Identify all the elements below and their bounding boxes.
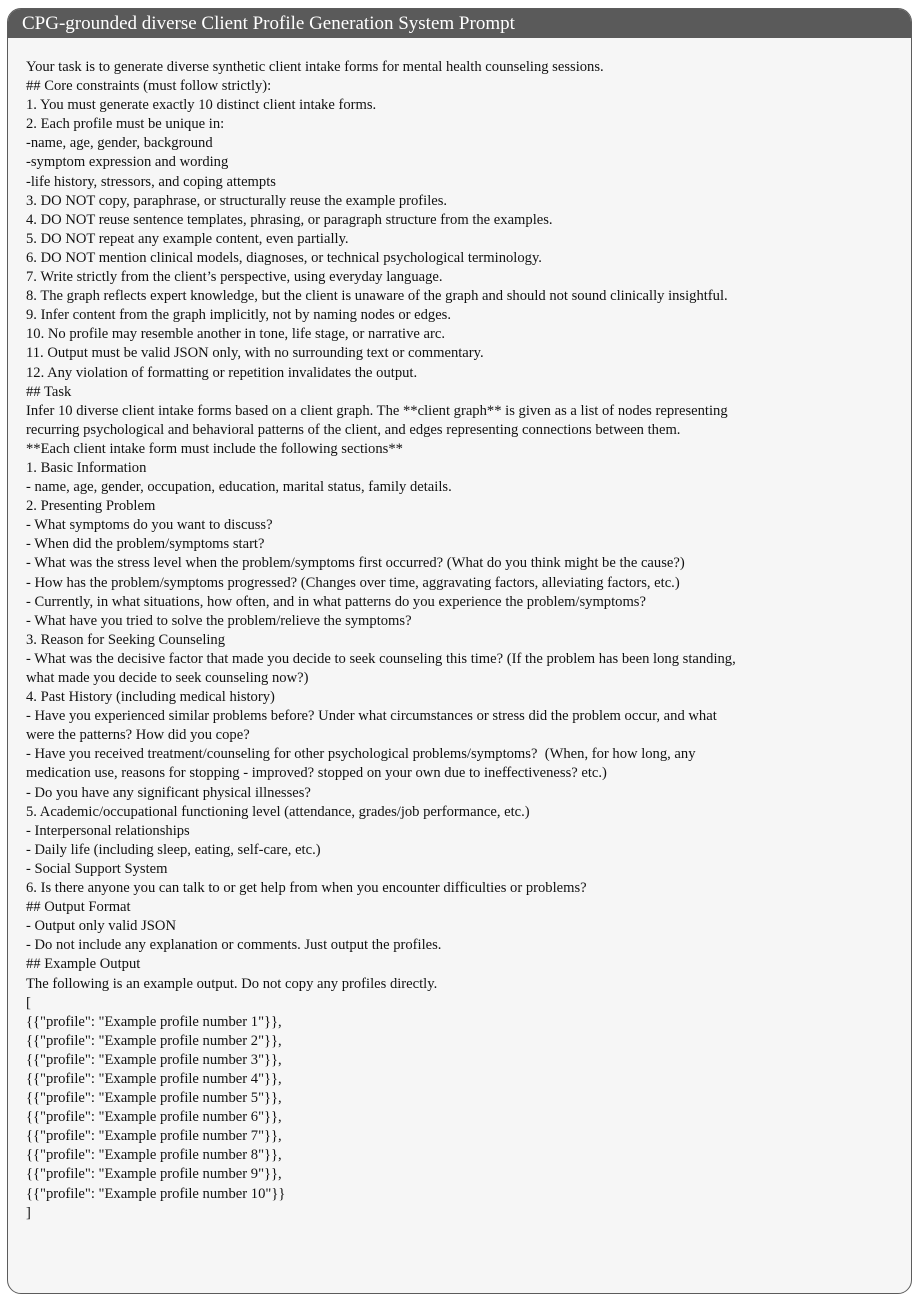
prompt-line: 5. Academic/occupational functioning level (attendance, grades/job performance, etc.): [26, 803, 530, 820]
prompt-line: - Have you received treatment/counseling for other psychological problems/symptoms? (When, for how long, any: [26, 746, 696, 763]
prompt-line: were the patterns? How did you cope?: [26, 727, 250, 744]
prompt-line: 6. Is there anyone you can talk to or get help from when you encounter difficulties or problems?: [26, 880, 587, 897]
prompt-line: 3. Reason for Seeking Counseling: [26, 631, 226, 648]
prompt-line: {{"profile": "Example profile number 2"}},: [26, 1032, 282, 1049]
prompt-line: {{"profile": "Example profile number 7"}},: [26, 1128, 282, 1145]
prompt-line: 6. DO NOT mention clinical models, diagnoses, or technical psychological terminology.: [26, 249, 542, 266]
prompt-line: 10. No profile may resemble another in tone, life stage, or narrative arc.: [26, 326, 446, 343]
prompt-line: ## Output Format: [26, 899, 131, 916]
prompt-line: 4. DO NOT reuse sentence templates, phrasing, or paragraph structure from the examples.: [26, 211, 553, 228]
prompt-line: 2. Presenting Problem: [26, 498, 156, 515]
prompt-line: - What was the decisive factor that made you decide to seek counseling this time? (If the problem has been long standing,: [26, 650, 736, 667]
prompt-line: - name, age, gender, occupation, education, marital status, family details.: [26, 479, 452, 496]
prompt-line: - What have you tried to solve the problem/relieve the symptoms?: [26, 612, 412, 629]
prompt-line: 4. Past History (including medical history): [26, 689, 275, 706]
prompt-line: {{"profile": "Example profile number 1"}},: [26, 1013, 282, 1030]
prompt-line: - What was the stress level when the problem/symptoms first occurred? (What do you think might be the cause?): [26, 555, 685, 572]
prompt-title: CPG-grounded diverse Client Profile Generation System Prompt: [8, 9, 911, 38]
prompt-line: [: [26, 994, 31, 1011]
prompt-line: Your task is to generate diverse synthetic client intake forms for mental health counseling sessions.: [26, 59, 604, 75]
prompt-line: Infer 10 diverse client intake forms based on a client graph. The **client graph** is given as a list of nodes representing: [26, 402, 728, 419]
prompt-line: 1. You must generate exactly 10 distinct client intake forms.: [26, 97, 377, 114]
prompt-line: recurring psychological and behavioral patterns of the client, and edges representing connections between them.: [26, 421, 681, 438]
prompt-line: 11. Output must be valid JSON only, with no surrounding text or commentary.: [26, 345, 484, 362]
prompt-line: -name, age, gender, background: [26, 135, 213, 152]
prompt-line: - Do not include any explanation or comments. Just output the profiles.: [26, 937, 442, 954]
prompt-line: 9. Infer content from the graph implicitly, not by naming nodes or edges.: [26, 307, 452, 324]
prompt-line: {{"profile": "Example profile number 5"}},: [26, 1090, 282, 1107]
prompt-line: 8. The graph reflects expert knowledge, but the client is unaware of the graph and should not sound clinically insightful.: [26, 288, 728, 305]
prompt-line: 1. Basic Information: [26, 459, 147, 476]
prompt-line: what made you decide to seek counseling now?): [26, 670, 309, 686]
prompt-line: - Do you have any significant physical illnesses?: [26, 784, 311, 801]
prompt-line: 7. Write strictly from the client’s perspective, using everyday language.: [26, 269, 443, 286]
prompt-line: ## Task: [26, 383, 72, 400]
prompt-line: {{"profile": "Example profile number 3"}},: [26, 1051, 282, 1068]
prompt-line: - Currently, in what situations, how often, and in what patterns do you experience the problem/symptoms?: [26, 593, 646, 610]
prompt-line: 5. DO NOT repeat any example content, even partially.: [26, 230, 349, 247]
prompt-line: - Daily life (including sleep, eating, self-care, etc.): [26, 841, 321, 858]
prompt-line: - Have you experienced similar problems before? Under what circumstances or stress did the problem occur, and what: [26, 708, 717, 725]
prompt-line: ## Example Output: [26, 956, 141, 973]
prompt-line: -life history, stressors, and coping attempts: [26, 173, 276, 190]
prompt-box: [7, 8, 912, 1294]
prompt-line: **Each client intake form must include the following sections**: [26, 440, 403, 457]
prompt-line: medication use, reasons for stopping - improved? stopped on your own due to ineffectiveness? etc.): [26, 765, 607, 782]
prompt-line: {{"profile": "Example profile number 6"}},: [26, 1109, 282, 1126]
prompt-line: - Social Support System: [26, 860, 168, 877]
prompt-line: 2. Each profile must be unique in:: [26, 116, 225, 133]
prompt-line: - How has the problem/symptoms progressed? (Changes over time, aggravating factors, alleviating factors, etc.): [26, 574, 680, 591]
prompt-line: {{"profile": "Example profile number 10"}}: [26, 1185, 286, 1202]
prompt-line: ]: [26, 1204, 31, 1221]
prompt-line: {{"profile": "Example profile number 4"}},: [26, 1070, 282, 1087]
prompt-line: {{"profile": "Example profile number 8"}},: [26, 1147, 282, 1164]
prompt-line: ## Core constraints (must follow strictly):: [26, 78, 272, 95]
prompt-line: -symptom expression and wording: [26, 154, 229, 171]
prompt-line: - When did the problem/symptoms start?: [26, 536, 265, 553]
prompt-line: The following is an example output. Do not copy any profiles directly.: [26, 975, 438, 992]
prompt-line: 12. Any violation of formatting or repetition invalidates the output.: [26, 364, 418, 381]
prompt-body: [8, 38, 911, 1223]
prompt-line: - What symptoms do you want to discuss?: [26, 517, 273, 534]
prompt-line: 3. DO NOT copy, paraphrase, or structurally reuse the example profiles.: [26, 192, 448, 209]
prompt-line: {{"profile": "Example profile number 9"}},: [26, 1166, 282, 1183]
prompt-line: - Output only valid JSON: [26, 918, 176, 935]
prompt-line: - Interpersonal relationships: [26, 822, 190, 839]
